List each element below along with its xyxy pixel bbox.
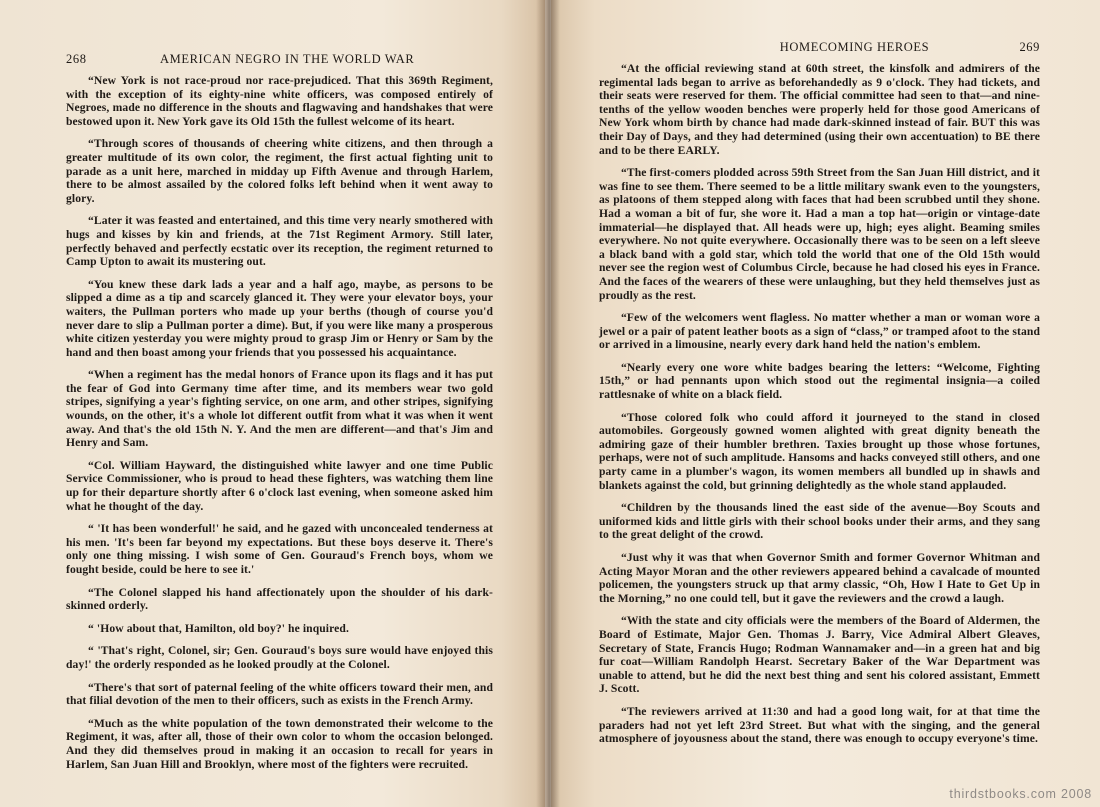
paragraph: “The reviewers arrived at 11:30 and had a good long wait, for at that time the paraders had not yet left 23rd Street. But what with the singing, and the general atmosphere of joyousness about the stand, there was enough to occupy everyone's time. <box>599 704 1040 746</box>
left-page-number: 268 <box>66 52 87 66</box>
right-running-title: HOMECOMING HEROES <box>779 40 930 54</box>
paragraph: “Those colored folk who could afford it journeyed to the stand in closed automobiles. Gorgeously gowned women alighted with great dignity beneath the admiring gaze of their humbler brethren. Taxies brought up those whose fortunes, perhaps, were not of such amplitude. Hansoms and hacks conveyed still others, and one party came in a plumber's wagon, its women members all bundled up in shawls and blankets against the cold, but grinning delightedly as the whole stand applauded. <box>599 410 1040 492</box>
paragraph: “ 'How about that, Hamilton, old boy?' he inquired. <box>88 621 349 635</box>
paragraph: “Just why it was that when Governor Smith and former Governor Whitman and Acting Mayor Moran and the other reviewers appeared behind a cavalcade of mounted policemen, the youngsters struck up that army classic, “Oh, How I Hate to Get Up in the Morning,” no one could tell, but it gave the reviewers and the crowd a laugh. <box>599 551 1040 605</box>
left-page <box>0 0 545 807</box>
right-page <box>551 0 1100 807</box>
watermark: thirdstbooks.com 2008 <box>949 787 1092 801</box>
paragraph: “Few of the welcomers went flagless. No matter whether a man or woman wore a jewel or a pair of patent leather boots as a sign of “class,” or tramped afoot to the stand or arrived in a limousine, nearly every dark hand held the nation's emblem. <box>599 311 1040 352</box>
paragraph: “ 'That's right, Colonel, sir; Gen. Gouraud's boys sure would have enjoyed this day!' the orderly responded as he looked proudly at the Colonel. <box>66 644 493 671</box>
left-page-body <box>66 74 493 771</box>
paragraph: “Much as the white population of the town demonstrated their welcome to the Regiment, it was, after all, those of their own color to whom the occasion belonged. And they did themselves proud in making it an occasion to recall for years in Harlem, San Juan Hill and Brooklyn, where most of the fighters were recruited. <box>66 716 493 771</box>
paragraph: “The Colonel slapped his hand affectionately upon the shoulder of his dark-skinned orderly. <box>66 585 493 613</box>
right-running-head <box>599 40 1040 60</box>
paragraph: “You knew these dark lads a year and a half ago, maybe, as persons to be slipped a dime as a tip and scarcely glanced it. They were your elevator boys, your waiters, the Pullman porters who made up your berths (though of course you'd never dare to slip a Pullman porter a dime). But, if you were like many a prosperous white citizen yesterday you were mighty proud to grasp Jim or Henry or Sam by the hand and then boast among your friends that you possessed his acquaintance. <box>66 277 493 359</box>
left-running-head <box>66 52 493 72</box>
paragraph: “Children by the thousands lined the east side of the avenue—Boy Scouts and uniformed kids and little girls with their school books under their arms, and they sang to the great delight of the crowd. <box>599 501 1040 542</box>
paragraph: “When a regiment has the medal honors of France upon its flags and it has put the fear of God into Germany time after time, and its members wear two gold stripes, signifying a year's fighting service, on one arm, and other stripes, signifying wounds, on the other, it's a whole lot different outfit from what it was when it went away. And that's the old 15th N. Y. And the men are different—and that's Jim and Henry and Sam. <box>66 368 493 450</box>
paragraph: “Col. William Hayward, the distinguished white lawyer and one time Public Service Commissioner, who is proud to head these fighters, was watching them line up for their departure shortly after 6 o'clock last evening, when someone asked him what he thought of the day. <box>66 458 493 513</box>
left-running-title: AMERICAN NEGRO IN THE WORLD WAR <box>160 52 415 66</box>
paragraph: “The first-comers plodded across 59th Street from the San Juan Hill district, and it was fine to see them. There seemed to be a little military swank even to the youngsters, as platoons of them stepped along with faces that had been scrubbed until they shone. Had a woman a bit of fur, she wore it. Had a man a top hat—origin or vintage-date immaterial—he displayed that. All heads were up, high; eyes alight. Beaming smiles everywhere. No not quite everywhere. Occasionally there was to be seen on a left sleeve a black band with a gold star, which told the world that one of the Old 15th would never see the region west of Columbus Circle, because he had closed his eyes in France. And the faces of the wearers of these were unlaughing, but they held themselves just as proudly as the rest. <box>599 166 1040 302</box>
paragraph: “Through scores of thousands of cheering white citizens, and then through a greater multitude of its own color, the regiment, the first actual fighting unit to parade as a unit here, marched in midday up Fifth Avenue and through Harlem, there to be almost assailed by the colored folks left behind when it went away to glory. <box>66 137 493 205</box>
paragraph: “At the official reviewing stand at 60th street, the kinsfolk and admirers of the regimental lads began to arrive as beforehandedly as 9 o'clock. They had tickets, and their seats were reserved for them. The official committee had seen to that—and nine-tenths of the yellow wooden benches were properly held for those good Americans of New York whom birth by chance had made dark-skinned instead of fair. BUT this was their Day of Days, and they had determined (using their own accentuation) to BE there and to be there EARLY. <box>599 62 1040 157</box>
paragraph: “ 'It has been wonderful!' he said, and he gazed with unconcealed tenderness at his men. 'It's been far beyond my expectations. But these boys deserve it. There's only one thing missing. I wish some of Gen. Gouraud's French boys, whom we fought beside, could be here to see it.' <box>66 522 493 576</box>
paragraph: “Nearly every one wore white badges bearing the letters: “Welcome, Fighting 15th,” or had pennants upon which stood out the regimental insignia—a coiled rattlesnake of white on a black field. <box>599 360 1040 402</box>
right-page-body <box>599 62 1040 746</box>
right-page-number: 269 <box>1019 40 1040 54</box>
paragraph: “New York is not race-proud nor race-prejudiced. That this 369th Regiment, with the exception of its eighty-nine white officers, was composed entirely of Negroes, made no difference in the shouts and flagwaving and handshakes that were bestowed upon it. New York gave its Old 15th the fullest welcome of its heart. <box>66 74 493 128</box>
paragraph: “With the state and city officials were the members of the Board of Aldermen, the Board of Estimate, Major Gen. Thomas J. Barry, Vice Admiral Albert Gleaves, Secretary of State, Francis Hugo; Rodman Wannamaker and—in a green hat and big fur coat—William Randolph Hearst. Secretary Baker of the War Department was unable to attend, but he did the next best thing and sent his colored assistant, Emmett J. Scott. <box>599 614 1040 696</box>
book-gutter-shadow <box>536 0 560 807</box>
paragraph: “Later it was feasted and entertained, and this time very nearly smothered with hugs and kisses by kin and friends, at the 71st Regiment Armory. Still later, perfectly behaved and perfectly ecstatic over its reception, the regiment returned to Camp Upton to await its mustering out. <box>66 214 493 269</box>
paragraph: “There's that sort of paternal feeling of the white officers toward their men, and that filial devotion of the men to their officers, such as exists in the French Army. <box>66 680 493 708</box>
